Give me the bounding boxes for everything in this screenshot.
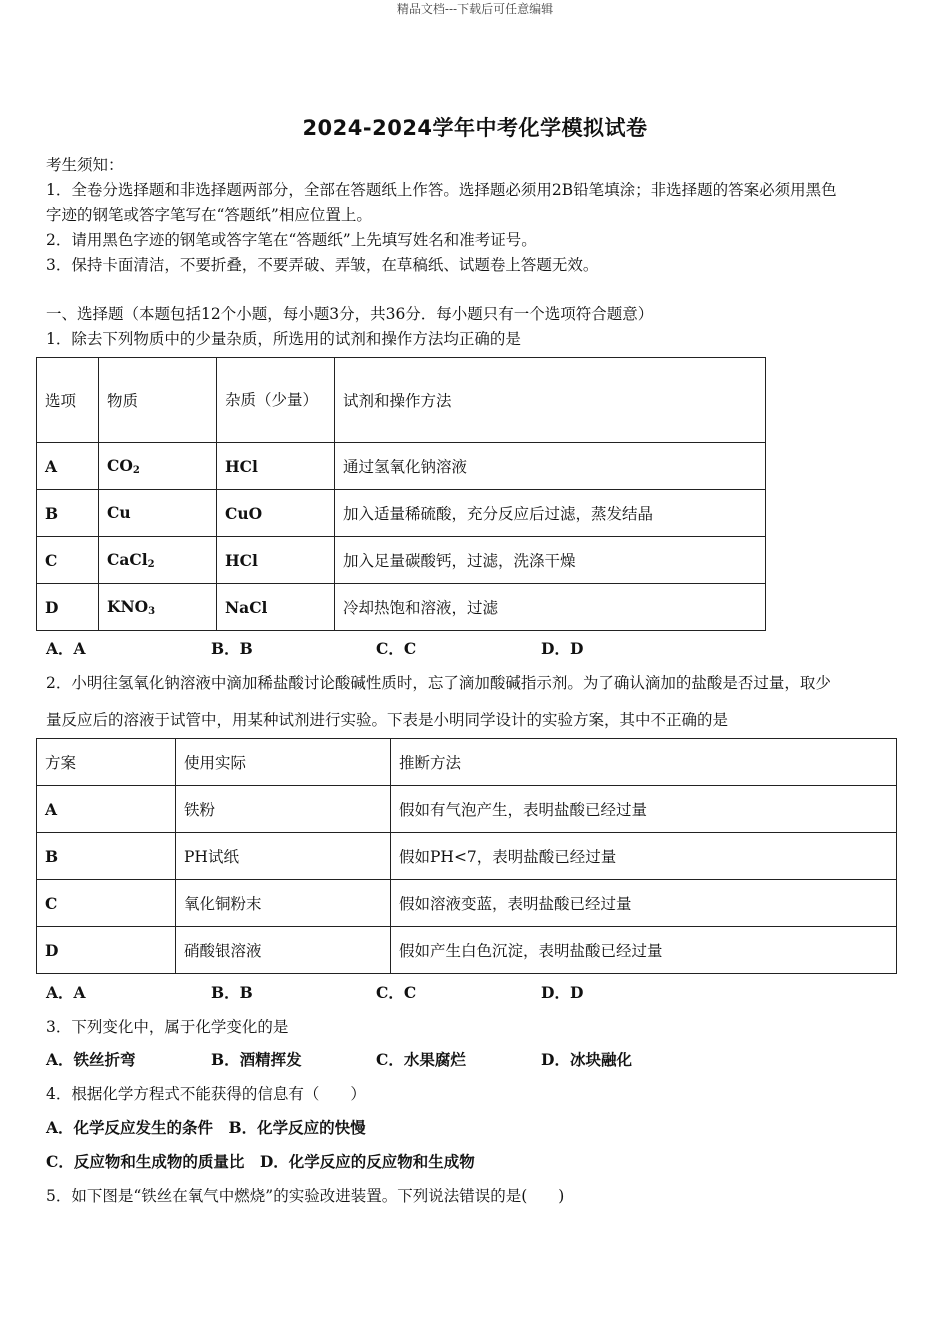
q4-choices-row2[interactable]: C．反应物和生成物的质量比 D．化学反应的反应物和生成物 — [46, 1152, 475, 1171]
q2-table — [36, 738, 897, 974]
q5-stem: 5．如下图是“铁丝在氧气中燃烧”的实验改进装置。下列说法错误的是( ) — [46, 1187, 565, 1205]
table-row — [37, 833, 897, 880]
impurity-cell: HCl — [217, 537, 335, 584]
header-note: 精品文档---下载后可任意编辑 — [396, 2, 554, 16]
header-cell: 推断方法 — [391, 739, 897, 786]
table-row — [37, 786, 897, 833]
method-cell: 假如溶液变蓝，表明盐酸已经过量 — [391, 880, 897, 927]
substance-cell: $KNO_3$ — [99, 584, 217, 631]
substance-cell: Cu — [99, 490, 217, 537]
table-header-row — [37, 739, 897, 786]
method-cell: 加入足量碳酸钙，过滤，洗涤干燥 — [335, 537, 766, 584]
impurity-cell: CuO — [217, 490, 335, 537]
q2-choice-a[interactable]: A．A — [46, 983, 86, 1002]
impurity-cell: NaCl — [217, 584, 335, 631]
method-cell: 假如产生白色沉淀，表明盐酸已经过量 — [391, 927, 897, 974]
method-cell: 假如PH<7，表明盐酸已经过量 — [391, 833, 897, 880]
substance-cell: $CO_2$ — [99, 443, 217, 490]
q2-stem-b: 量反应后的溶液于试管中，用某种试剂进行实验。下表是小明同学设计的实验方案，其中不正确的是 — [46, 711, 729, 729]
notice-item-1a: 1．全卷分选择题和非选择题两部分，全部在答题纸上作答。选择题必须用2B铅笔填涂；非选择题的答案必须用黑色 — [46, 181, 837, 199]
method-cell: 冷却热饱和溶液，过滤 — [335, 584, 766, 631]
q1-choice-c[interactable]: C．C — [376, 639, 417, 658]
q1-choice-a[interactable]: A．A — [46, 639, 86, 658]
header-cell: 杂质（少量） — [217, 358, 335, 443]
q3-choice-c[interactable]: C．水果腐烂 — [376, 1050, 466, 1069]
option-cell: B — [37, 833, 176, 880]
q3-choice-b[interactable]: B．酒精挥发 — [211, 1050, 302, 1069]
notice-item-2: 2．请用黑色字迹的钢笔或答字笔在“答题纸”上先填写姓名和准考证号。 — [46, 231, 537, 249]
method-cell: 通过氢氧化钠溶液 — [335, 443, 766, 490]
header-cell: 使用实际 — [176, 739, 391, 786]
header-cell: 选项 — [37, 358, 99, 443]
table-row — [37, 490, 766, 537]
q1-choice-d[interactable]: D．D — [541, 639, 584, 658]
q2-choice-b[interactable]: B．B — [211, 983, 253, 1002]
option-cell: A — [37, 443, 99, 490]
reagent-cell: 氧化铜粉末 — [176, 880, 391, 927]
q3-choice-a[interactable]: A．铁丝折弯 — [46, 1050, 136, 1069]
reagent-cell: 硝酸银溶液 — [176, 927, 391, 974]
q2-choice-c[interactable]: C．C — [376, 983, 417, 1002]
option-cell: D — [37, 927, 176, 974]
substance-cell: CaCl$_2$ — [99, 537, 217, 584]
q1-choice-b[interactable]: B．B — [211, 639, 253, 658]
table-row — [37, 584, 766, 631]
q1-stem: 1．除去下列物质中的少量杂质，所选用的试剂和操作方法均正确的是 — [46, 330, 521, 348]
option-cell: C — [37, 537, 99, 584]
method-cell: 假如有气泡产生，表明盐酸已经过量 — [391, 786, 897, 833]
table-row — [37, 443, 766, 490]
option-cell: C — [37, 880, 176, 927]
notice-heading: 考生须知： — [46, 156, 124, 174]
q2-choice-d[interactable]: D．D — [541, 983, 584, 1002]
q1-table — [36, 357, 766, 631]
table-row — [37, 880, 897, 927]
method-cell: 加入适量稀硫酸，充分反应后过滤，蒸发结晶 — [335, 490, 766, 537]
header-cell: 物质 — [99, 358, 217, 443]
q3-stem: 3．下列变化中，属于化学变化的是 — [46, 1018, 289, 1036]
q2-stem-a: 2．小明往氢氧化钠溶液中滴加稀盐酸讨论酸碱性质时，忘了滴加酸碱指示剂。为了确认滴加的盐酸是否过量，取少 — [46, 674, 831, 692]
q3-choice-d[interactable]: D．冰块融化 — [541, 1050, 632, 1069]
q4-stem: 4．根据化学方程式不能获得的信息有（ ） — [46, 1085, 366, 1103]
option-cell: B — [37, 490, 99, 537]
table-header-row — [37, 358, 766, 443]
q4-choices-row1[interactable]: A．化学反应发生的条件 B．化学反应的快慢 — [46, 1118, 366, 1137]
page-title: 2024-2024学年中考化学模拟试卷 — [302, 116, 648, 140]
table-row — [37, 537, 766, 584]
reagent-cell: PH试纸 — [176, 833, 391, 880]
header-cell: 试剂和操作方法 — [335, 358, 766, 443]
notice-item-3: 3．保持卡面清洁，不要折叠，不要弄破、弄皱，在草稿纸、试题卷上答题无效。 — [46, 256, 599, 274]
reagent-cell: 铁粉 — [176, 786, 391, 833]
option-cell: A — [37, 786, 176, 833]
header-cell: 方案 — [37, 739, 176, 786]
notice-item-1b: 字迹的钢笔或答字笔写在“答题纸”相应位置上。 — [46, 206, 372, 224]
option-cell: D — [37, 584, 99, 631]
table-row — [37, 927, 897, 974]
section-heading: 一、选择题（本题包括12个小题，每小题3分，共36分．每小题只有一个选项符合题意） — [46, 305, 654, 323]
impurity-cell: HCl — [217, 443, 335, 490]
